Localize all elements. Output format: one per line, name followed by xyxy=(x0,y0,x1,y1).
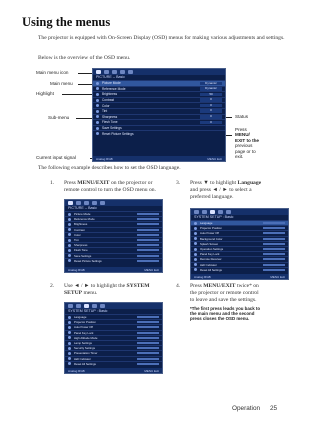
bullet-icon xyxy=(96,110,99,113)
callout-current-input: Current input signal xyxy=(36,155,76,160)
osd-menu-title: PICTURE -- Basic xyxy=(68,206,97,210)
osd-menu-row[interactable] xyxy=(93,108,225,114)
leader-line xyxy=(78,84,92,85)
osd-row-label: Picture Mode xyxy=(102,81,121,86)
osd-menu-title: PICTURE -- Basic xyxy=(96,75,125,79)
osd-row-label: Lamp Settings xyxy=(74,341,92,346)
osd-row-label: Contrast xyxy=(74,227,85,232)
osd-row-value-bar xyxy=(263,258,285,260)
osd-menu-row[interactable] xyxy=(93,86,225,92)
osd-row-value-bar xyxy=(137,347,159,349)
osd-status-bar xyxy=(93,156,225,161)
osd-row-label: Reset All Settings xyxy=(200,267,222,272)
osd-menu-row[interactable] xyxy=(65,258,162,263)
bullet-icon xyxy=(68,357,71,360)
picture-menu-icon xyxy=(68,201,73,205)
bullet-icon xyxy=(194,242,197,245)
osd-exit-hint: MENU Exit xyxy=(144,368,159,373)
leader-line xyxy=(76,118,92,119)
osd-row-value: Dynamic xyxy=(200,82,222,86)
step-4-note: *The first press leads you back to the main menu and the second press closes the OSD menu. xyxy=(190,306,261,322)
osd-menu-row[interactable] xyxy=(93,125,225,131)
osd-row-value-bar xyxy=(137,332,159,334)
bullet-icon xyxy=(96,99,99,102)
osd-row-value-bar xyxy=(137,234,159,236)
bullet-icon xyxy=(96,121,99,124)
osd-row-value: 0 xyxy=(200,121,222,125)
osd-row-value-bar xyxy=(263,222,285,224)
osd-row-label: Splash Screen xyxy=(200,241,219,246)
bullet-icon xyxy=(68,249,71,252)
osd-menu-overview xyxy=(92,68,226,162)
osd-row-label: High Altitude Mode xyxy=(74,335,98,340)
bullet-icon xyxy=(68,228,71,231)
osd-step-2 xyxy=(64,302,163,374)
system-menu-icon xyxy=(84,304,89,308)
step-1: 1. Press MENU/EXIT on the projector or remote control to turn the OSD menu on. xyxy=(50,180,156,193)
bullet-icon xyxy=(68,233,71,236)
osd-exit-hint: MENU Exit xyxy=(270,274,285,279)
osd-row-label: LED Indicator xyxy=(74,356,91,361)
osd-row-label: Language xyxy=(200,221,213,226)
callout-highlight: Highlight xyxy=(36,91,54,96)
osd-row-value-bar xyxy=(137,363,159,365)
osd-row-value-bar xyxy=(137,229,159,231)
bullet-icon xyxy=(96,104,99,107)
setup-menu-icon xyxy=(218,210,223,214)
osd-row-label: Sharpness xyxy=(102,114,118,119)
osd-row-value: 0 xyxy=(200,98,222,102)
leader-line xyxy=(226,135,232,136)
osd-row-label: Picture Mode xyxy=(74,212,91,217)
callout-main-menu-icon: Main menu icon xyxy=(36,70,69,75)
osd-exit-hint: MENU Exit xyxy=(207,156,222,161)
bullet-icon xyxy=(68,326,71,329)
osd-row-value-bar xyxy=(137,239,159,241)
osd-row-label: Color xyxy=(74,232,81,237)
osd-row-value-bar xyxy=(137,352,159,354)
osd-menu-row[interactable] xyxy=(65,361,162,366)
osd-row-label: Reference Mode xyxy=(102,86,126,91)
osd-step-1 xyxy=(64,199,163,273)
osd-row-value-bar xyxy=(263,269,285,271)
osd-row-value-bar xyxy=(137,255,159,257)
bullet-icon xyxy=(68,316,71,319)
picture-menu-icon[interactable] xyxy=(96,70,101,74)
osd-row-value: Dynamic xyxy=(200,87,222,91)
osd-row-label: Reset Picture Settings xyxy=(102,131,134,136)
step-2: 2. Use ◄ / ► to highlight the SYSTEM SETUP menu. xyxy=(50,283,150,296)
osd-row-value-bar xyxy=(137,260,159,262)
step-3: 3. Press ▼ to highlight Language and press ◄ / ► to select a preferred language. xyxy=(176,180,262,200)
osd-row-label: Sharpness xyxy=(74,243,88,248)
osd-row-value-bar xyxy=(137,358,159,360)
osd-row-label: Language xyxy=(74,315,87,320)
display-menu-icon xyxy=(202,210,207,214)
bullet-icon xyxy=(194,248,197,251)
osd-menu-row[interactable] xyxy=(93,130,225,136)
osd-menu-row[interactable] xyxy=(93,97,225,103)
osd-row-label: Security Settings xyxy=(74,346,95,351)
system-menu-icon[interactable] xyxy=(120,70,125,74)
bullet-icon xyxy=(68,347,71,350)
osd-row-label: Brightness xyxy=(74,222,88,227)
callout-main-menu: Main menu xyxy=(50,81,73,86)
callout-sub-menu: Sub-menu xyxy=(48,115,70,120)
osd-row-value-bar xyxy=(263,232,285,234)
bullet-icon xyxy=(194,227,197,230)
bullet-icon xyxy=(68,223,71,226)
osd-row-value-bar xyxy=(263,253,285,255)
osd-row-value: 0 xyxy=(200,109,222,113)
osd-row-value-bar xyxy=(263,248,285,250)
osd-menu-row[interactable] xyxy=(93,80,225,86)
osd-menu-row[interactable] xyxy=(191,267,288,272)
bullet-icon xyxy=(68,336,71,339)
osd-row-label: Panel Key Lock xyxy=(200,252,220,257)
footer-section: Operation xyxy=(232,405,261,412)
osd-row-value-bar xyxy=(137,249,159,251)
osd-row-value-bar xyxy=(263,243,285,245)
osd-input-signal: Analog RGB xyxy=(96,156,113,161)
bullet-icon xyxy=(68,342,71,345)
system-menu-icon xyxy=(210,210,215,214)
osd-input-signal: Analog RGB xyxy=(68,368,85,373)
osd-row-label: Flesh Tone xyxy=(74,248,88,253)
osd-row-value: 50 xyxy=(200,93,222,97)
osd-row-label: Remote Receiver xyxy=(200,257,222,262)
bullet-icon xyxy=(68,321,71,324)
osd-row-label: Reference Mode xyxy=(74,217,95,222)
osd-input-signal: Analog RGB xyxy=(68,267,85,272)
osd-menu-row[interactable] xyxy=(93,102,225,108)
osd-row-value-bar xyxy=(137,342,159,344)
osd-row-label: Background Color xyxy=(200,236,223,241)
osd-row-value-bar xyxy=(137,223,159,225)
leader-line xyxy=(226,117,232,118)
osd-row-label: Reset Picture Settings xyxy=(74,258,102,263)
setup-menu-icon xyxy=(84,201,89,205)
page-title: Using the menus xyxy=(22,15,111,29)
bullet-icon xyxy=(68,244,71,247)
osd-row-label: Contrast xyxy=(102,98,115,103)
osd-row-value-bar xyxy=(137,321,159,323)
osd-row-value-bar xyxy=(137,244,159,246)
osd-row-value-bar xyxy=(263,227,285,229)
step-4: 4. Press MENU/EXIT twice* on the projector or remote control to leave and save the settings. xyxy=(176,283,259,303)
osd-row-label: Presentation Timer xyxy=(74,351,98,356)
bullet-icon xyxy=(194,263,197,266)
osd-row-value-bar xyxy=(137,337,159,339)
intro-overview: Below is the overview of the OSD menu. xyxy=(38,55,131,61)
leader-line xyxy=(78,73,92,74)
osd-row-value-bar xyxy=(263,264,285,266)
page-number: 25 xyxy=(270,405,278,412)
osd-row-label: Auto Power Off xyxy=(74,325,93,330)
bullet-icon xyxy=(68,362,71,365)
osd-row-label: Panel Key Lock xyxy=(74,330,94,335)
bullet-icon xyxy=(194,268,197,271)
bullet-icon xyxy=(194,237,197,240)
info-menu-icon xyxy=(100,201,105,205)
info-menu-icon[interactable] xyxy=(128,70,133,74)
system-menu-icon xyxy=(92,201,97,205)
osd-row-label: Tint xyxy=(74,238,79,243)
leader-line xyxy=(62,94,92,95)
osd-row-label: Tint xyxy=(102,109,108,114)
bullet-icon xyxy=(194,222,197,225)
display-menu-icon xyxy=(76,304,81,308)
bullet-icon xyxy=(68,331,71,334)
osd-row-value-bar xyxy=(137,218,159,220)
bullet-icon xyxy=(68,213,71,216)
info-menu-icon xyxy=(100,304,105,308)
display-menu-icon xyxy=(76,201,81,205)
osd-step-3 xyxy=(190,208,289,280)
osd-row-label: Operation Settings xyxy=(200,247,224,252)
osd-menu-row[interactable] xyxy=(93,91,225,97)
bullet-icon xyxy=(68,254,71,257)
osd-row-label: Save Settings xyxy=(74,253,92,258)
osd-exit-hint: MENU Exit xyxy=(144,267,159,272)
bullet-icon xyxy=(68,259,71,262)
osd-row-label: Reset All Settings xyxy=(74,361,96,366)
osd-row-value-bar xyxy=(137,316,159,318)
osd-row-value: 0 xyxy=(200,115,222,119)
picture-menu-icon xyxy=(68,304,73,308)
osd-menu-row[interactable] xyxy=(93,114,225,120)
osd-row-label: Projector Position xyxy=(74,320,96,325)
osd-row-label: Flesh Tone xyxy=(102,120,118,125)
osd-row-value-bar xyxy=(263,238,285,240)
bullet-icon xyxy=(194,253,197,256)
bullet-icon xyxy=(68,239,71,242)
bullet-icon xyxy=(96,127,99,130)
info-menu-icon xyxy=(226,210,231,214)
example-intro: The following example describes how to set the OSD language. xyxy=(38,165,181,171)
bullet-icon xyxy=(96,115,99,118)
osd-row-label: Projector Position xyxy=(200,226,222,231)
bullet-icon xyxy=(96,87,99,90)
callout-status: Status xyxy=(235,114,249,119)
callout-press-exit: Press MENU/ EXIT to the previous page or to exit. xyxy=(235,127,259,160)
osd-row-value: 0 xyxy=(200,104,222,108)
osd-row-label: Save Settings xyxy=(102,126,122,131)
bullet-icon xyxy=(194,258,197,261)
setup-menu-icon xyxy=(92,304,97,308)
osd-menu-title: SYSTEM SETUP : Basic xyxy=(194,215,234,219)
osd-input-signal: Analog RGB xyxy=(194,274,211,279)
osd-row-value-bar xyxy=(137,326,159,328)
bullet-icon xyxy=(68,352,71,355)
bullet-icon xyxy=(68,218,71,221)
osd-row-label: Brightness xyxy=(102,92,118,97)
osd-row-label: Auto Power Off xyxy=(200,231,219,236)
osd-menu-row[interactable] xyxy=(93,119,225,125)
osd-row-label: LED Indicator xyxy=(200,262,217,267)
osd-row-value-bar xyxy=(137,213,159,215)
picture-menu-icon xyxy=(194,210,199,214)
display-menu-icon[interactable] xyxy=(104,70,109,74)
intro-paragraph: The projector is equipped with On-Screen Display (OSD) menus for making various adjustments and settings. xyxy=(38,35,285,41)
setup-menu-icon[interactable] xyxy=(112,70,117,74)
bullet-icon xyxy=(96,132,99,135)
bullet-icon xyxy=(96,93,99,96)
bullet-icon xyxy=(96,82,99,85)
bullet-icon xyxy=(194,232,197,235)
osd-menu-title: SYSTEM SETUP : Basic xyxy=(68,309,108,313)
osd-row-label: Color xyxy=(102,103,110,108)
